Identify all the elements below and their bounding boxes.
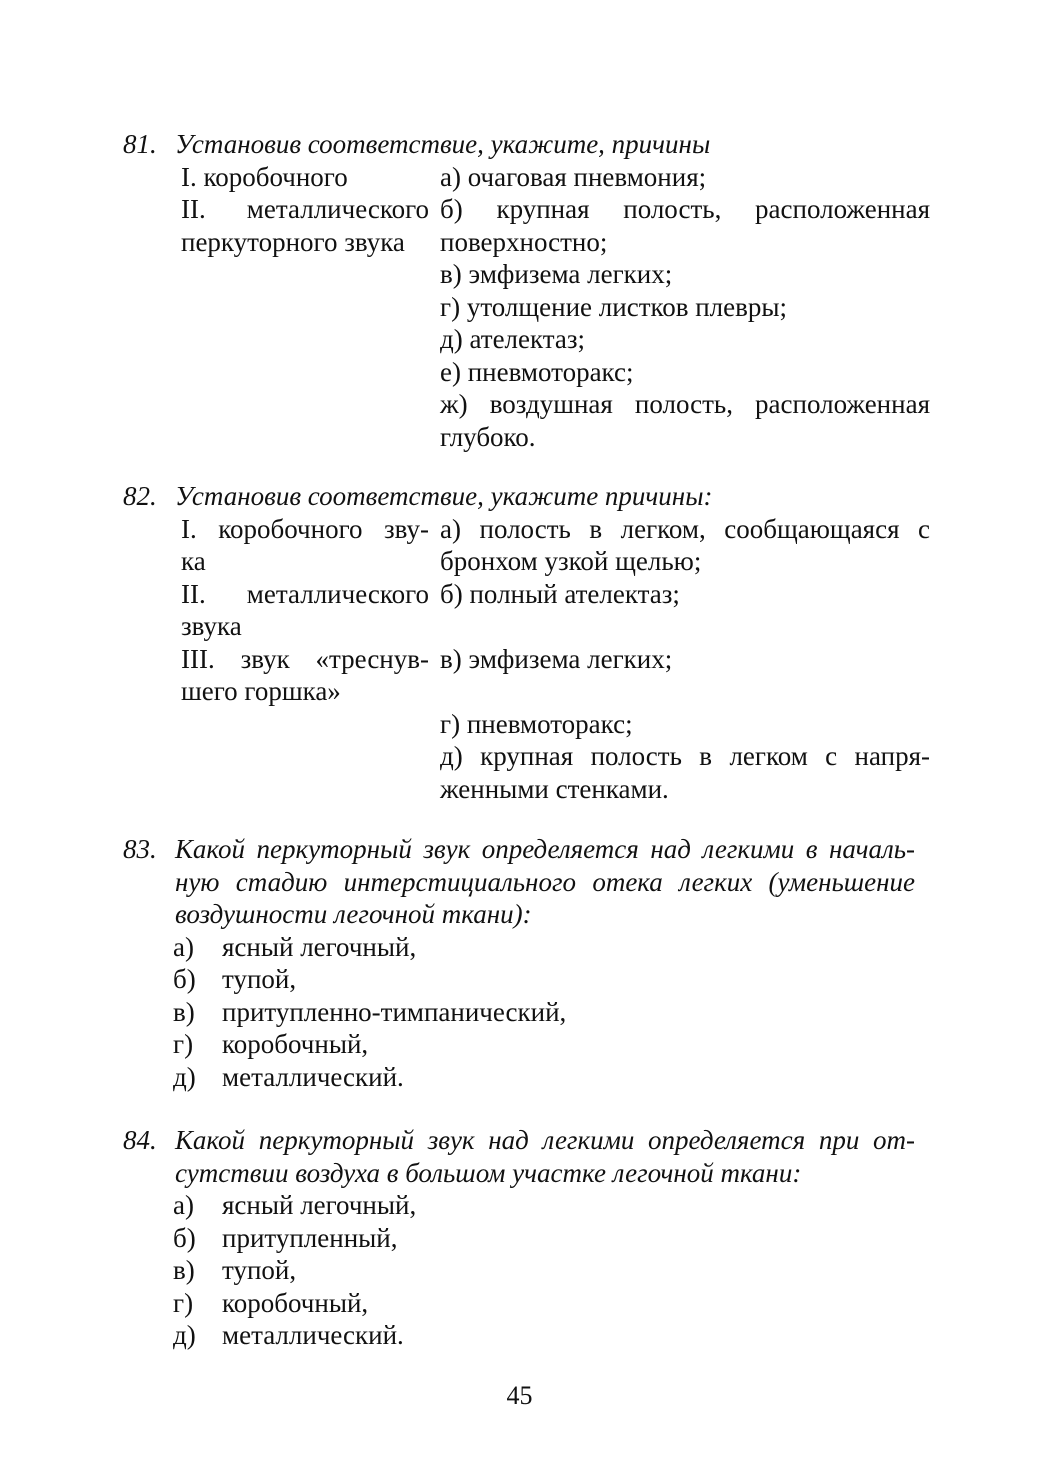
question-text-line: ную стадию интерстициального отека легких (уменьшение — [175, 866, 915, 897]
option-letter: г) — [173, 1287, 194, 1318]
matching-right-cell — [440, 740, 930, 805]
question-number: 84. — [123, 1125, 157, 1155]
matching-left-column — [181, 161, 429, 454]
option-text: металлический. — [222, 1320, 404, 1350]
matching-right-item: б) крупная полость, расположенная — [440, 194, 930, 224]
option-letter: а) — [173, 931, 194, 962]
matching-right-item: глубоко. — [440, 421, 536, 452]
option-letter: а) — [173, 1190, 194, 1220]
answer-option — [173, 1061, 933, 1094]
matching-right-item: в) эмфизема легких; — [440, 259, 673, 289]
option-text: притупленно-тимпанический, — [222, 996, 567, 1027]
matching-right-item: ж) воздушная полость, расположенная — [440, 389, 930, 419]
matching-table — [181, 513, 933, 806]
question-82 — [123, 480, 933, 805]
question-text-line: Какой перкуторный звук над легкими определяется при от- — [175, 1125, 915, 1155]
matching-left-item: II. металлического — [181, 194, 429, 224]
question-text — [175, 1124, 915, 1189]
matching-right-item: б) полный ателектаз; — [440, 578, 680, 609]
question-text — [175, 833, 915, 931]
option-letter: в) — [173, 1255, 195, 1285]
question-81 — [123, 128, 933, 453]
matching-left-item: шего горшка» — [181, 676, 341, 706]
matching-left-item: III. звук «треснув- — [181, 643, 429, 674]
question-text: Установив соответствие, укажите причины: — [175, 481, 713, 511]
question-text-line: Какой перкуторный звук определяется над легкими в началь- — [175, 834, 915, 864]
matching-right-cell — [440, 708, 930, 741]
option-letter: б) — [173, 964, 196, 994]
option-letter: б) — [173, 1222, 196, 1253]
answer-option — [173, 1287, 933, 1320]
matching-right-cell — [440, 643, 930, 708]
option-text: металлический. — [222, 1061, 404, 1092]
answer-option — [173, 963, 933, 996]
matching-left-cell-empty — [181, 708, 429, 741]
answer-options — [173, 1189, 933, 1352]
matching-right-item: д) крупная полость в легком с напря- — [440, 741, 930, 771]
answer-options — [173, 931, 933, 1094]
option-text: коробочный, — [222, 1029, 369, 1059]
matching-left-item: I. коробочного — [181, 161, 348, 192]
matching-right-item: а) полость в легком, сообщающаяся с — [440, 513, 930, 544]
option-letter: г) — [173, 1029, 194, 1059]
question-81-heading — [123, 128, 933, 161]
matching-right-item: е) пневмоторакс; — [440, 356, 634, 387]
matching-right-item: а) очаговая пневмония; — [440, 161, 707, 192]
question-number: 83. — [123, 834, 157, 864]
answer-option — [173, 931, 933, 964]
matching-left-item: звука — [181, 611, 242, 641]
question-84-heading — [123, 1124, 933, 1189]
question-text-line: сутствии воздуха в большом участке легочной ткани: — [175, 1157, 802, 1188]
matching-right-item: г) пневмоторакс; — [440, 708, 633, 739]
answer-option — [173, 1189, 933, 1222]
matching-right-cell — [440, 513, 930, 578]
matching-left-item: перкуторного звука — [181, 226, 405, 257]
question-number: 82. — [123, 481, 157, 511]
question-82-heading — [123, 480, 933, 513]
question-number: 81. — [123, 129, 157, 159]
matching-left-cell — [181, 643, 429, 708]
question-text: Установив соответствие, укажите, причины — [175, 129, 711, 159]
answer-option — [173, 996, 933, 1029]
matching-right-item: поверхностно; — [440, 226, 608, 257]
answer-option — [173, 1319, 933, 1352]
matching-table — [181, 161, 933, 454]
matching-right-item: в) эмфизема легких; — [440, 643, 673, 674]
matching-right-item: г) утолщение листков плевры; — [440, 291, 788, 322]
page-number: 45 — [506, 1381, 533, 1410]
option-text: ясный легочный, — [222, 1190, 417, 1220]
question-83-heading — [123, 833, 933, 931]
question-text-line: воздушности легочной ткани): — [175, 899, 532, 929]
matching-right-item: женными стенками. — [440, 773, 669, 804]
question-84 — [123, 1124, 933, 1352]
option-text: тупой, — [222, 964, 297, 994]
matching-right-item: д) ателектаз; — [440, 324, 586, 354]
matching-left-item: II. металлического — [181, 578, 429, 609]
option-letter: в) — [173, 996, 195, 1027]
answer-option — [173, 1254, 933, 1287]
answer-option — [173, 1222, 933, 1255]
option-text: тупой, — [222, 1255, 297, 1285]
answer-option — [173, 1028, 933, 1061]
option-letter: д) — [173, 1061, 196, 1092]
matching-right-cell — [440, 578, 930, 643]
option-text: ясный легочный, — [222, 931, 417, 962]
option-letter: д) — [173, 1320, 196, 1350]
matching-left-item: ка — [181, 546, 206, 576]
matching-right-item: бронхом узкой щелью; — [440, 546, 702, 576]
question-83 — [123, 833, 933, 1093]
option-text: притупленный, — [222, 1222, 398, 1253]
matching-left-cell-empty — [181, 740, 429, 805]
matching-left-cell — [181, 578, 429, 643]
option-text: коробочный, — [222, 1287, 369, 1318]
matching-left-item: I. коробочного зву- — [181, 513, 429, 544]
matching-right-column — [440, 161, 930, 454]
matching-left-cell — [181, 513, 429, 578]
